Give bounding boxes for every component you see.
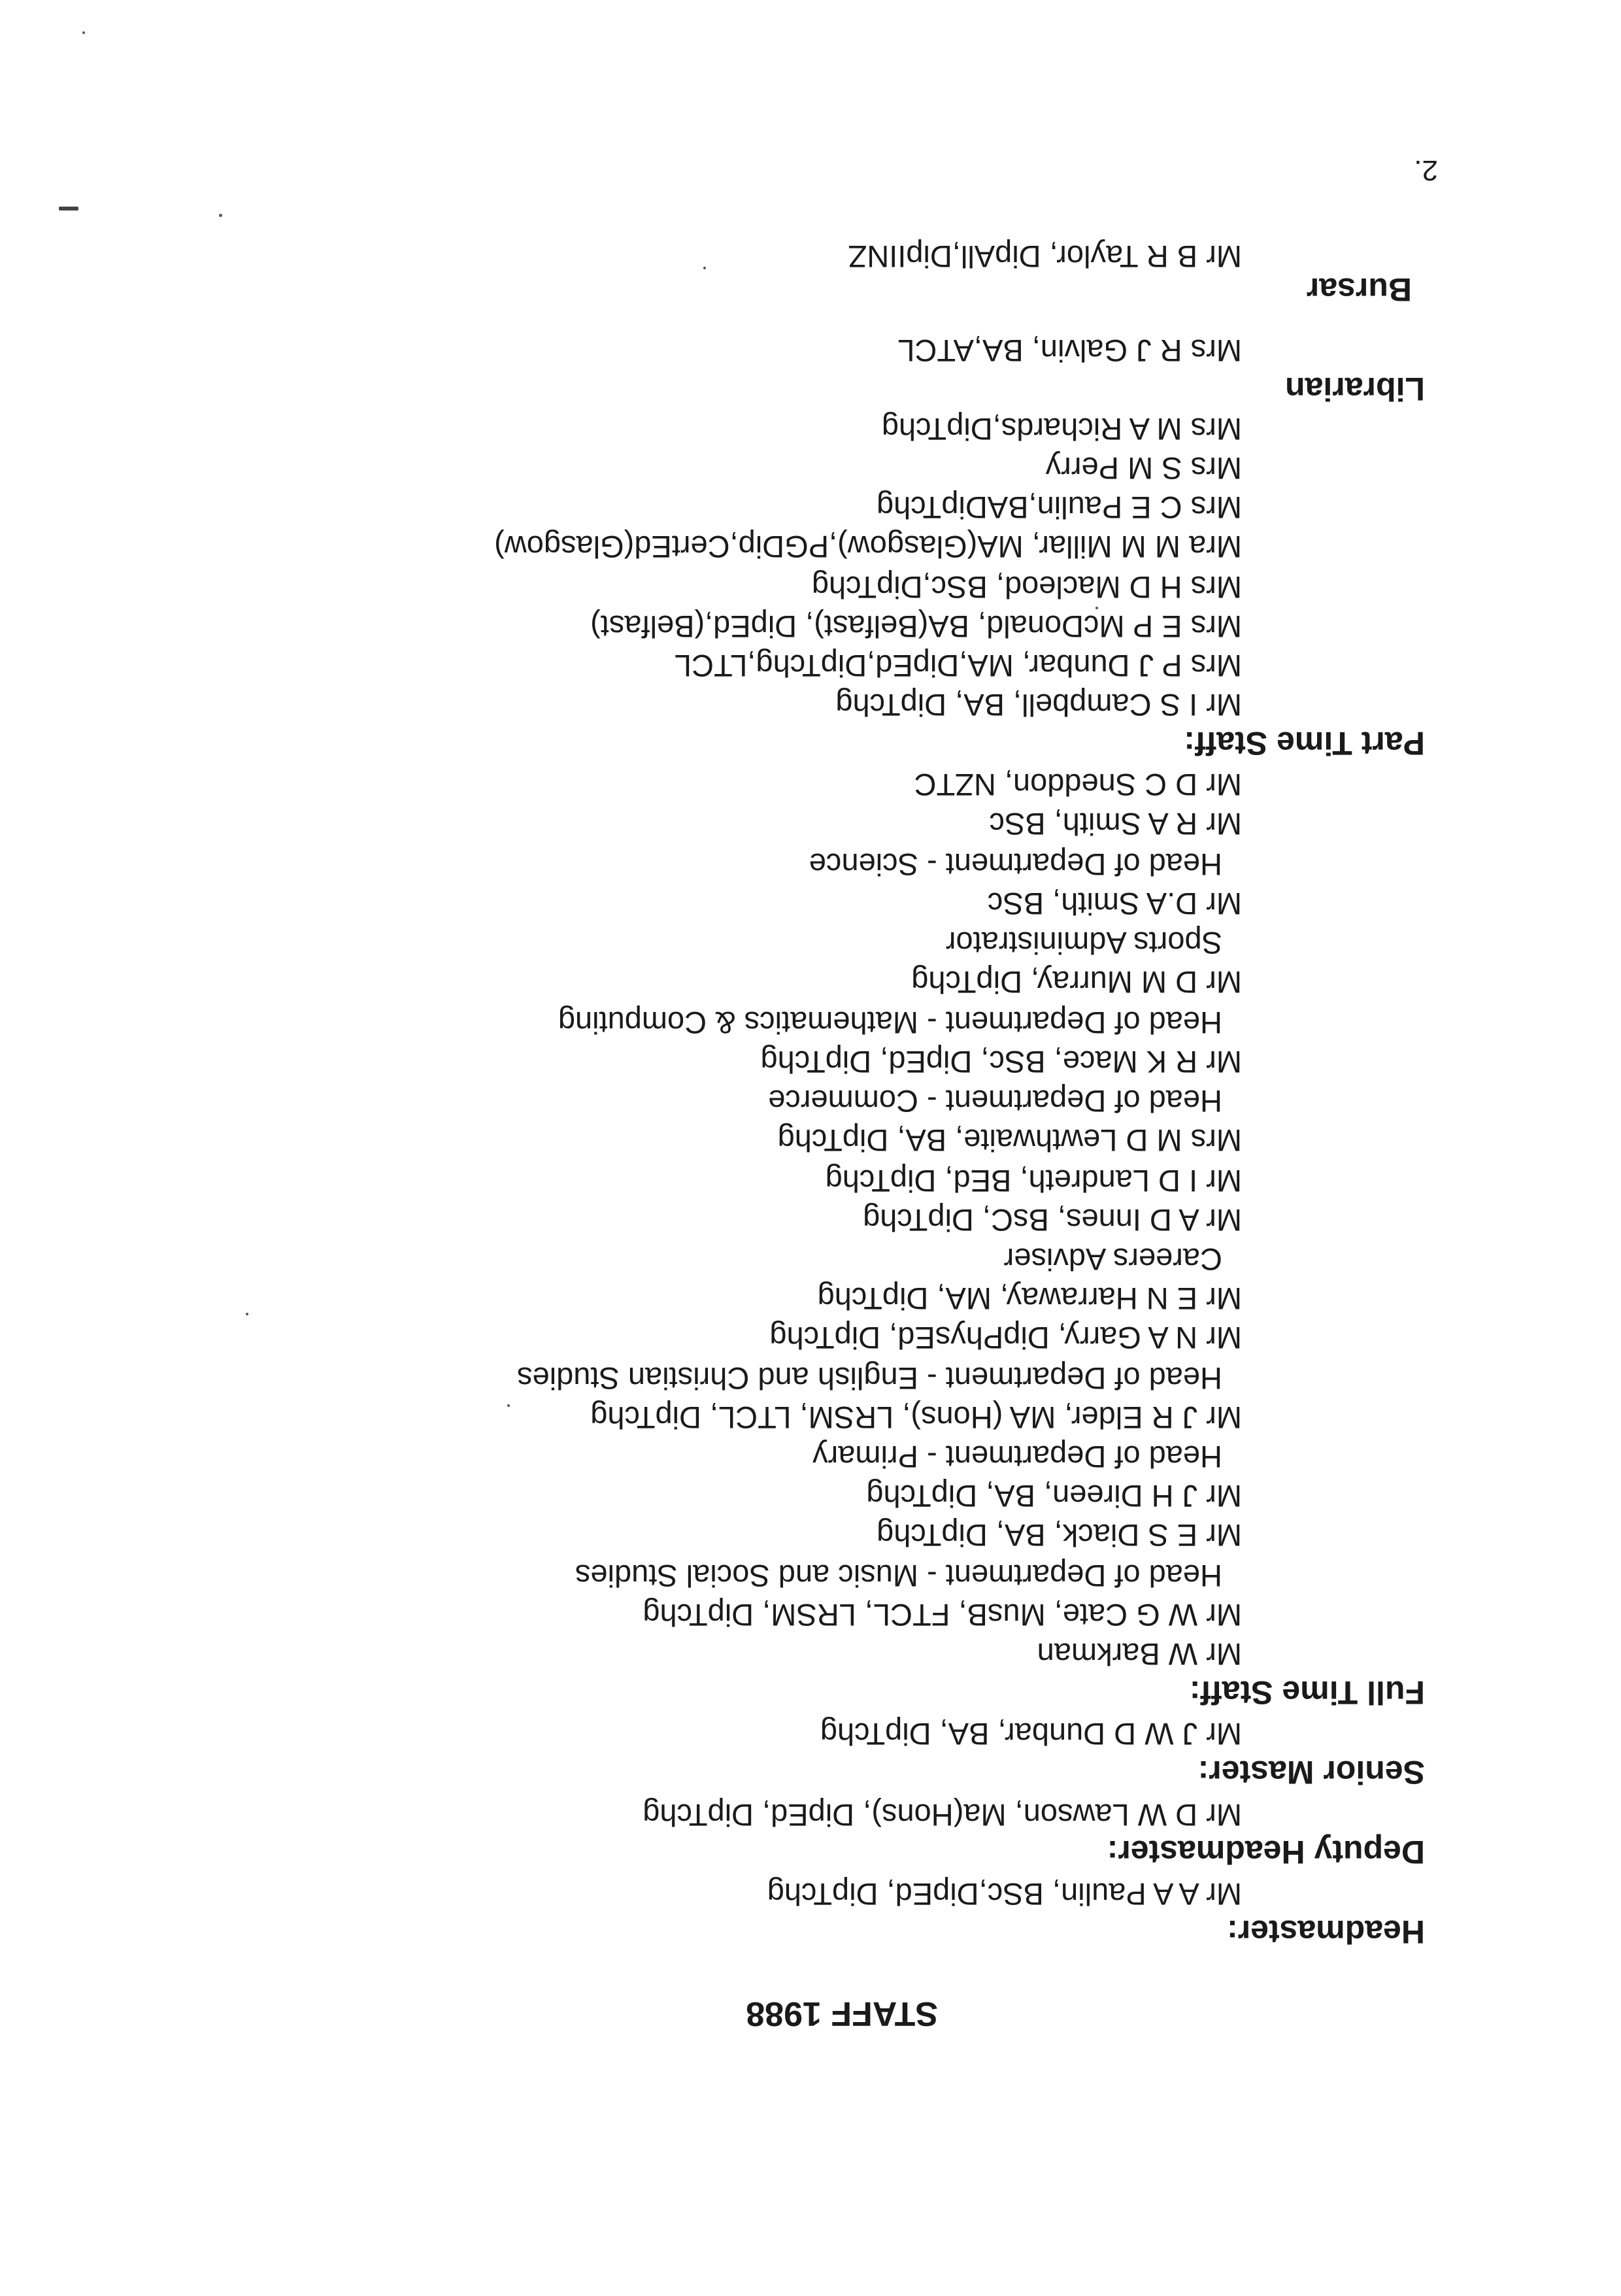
staff-line: Mr N A Garry, DipPhysEd, DipTchg <box>769 1321 1242 1355</box>
bursar-heading: Bursar <box>1306 271 1412 308</box>
staff-line: Mr R A Smith, BSc <box>989 807 1242 841</box>
staff-line: Mr I D Landreth, BEd, DipTchg <box>825 1164 1242 1198</box>
part-time-staff-heading: Part Time Staff: <box>1184 725 1425 762</box>
department-line: Careers Adviser <box>1003 1242 1222 1277</box>
bursar-name: Mr B R Taylor, DipAll,DipIINZ <box>848 239 1242 274</box>
deputy-headmaster-heading: Deputy Headmaster: <box>1107 1834 1425 1870</box>
staff-line: Mr J H Direen, BA, DipTchg <box>866 1479 1242 1513</box>
senior-master-name: Mr J W D Dunbar, BA, DipTchg <box>820 1717 1242 1751</box>
document-title: STAFF 1988 <box>746 1995 938 2033</box>
department-line: Head of Department - Mathematics & Computing <box>558 1005 1222 1040</box>
department-line: Sports Administrator <box>945 926 1222 960</box>
librarian-name: Mrs R J Galvin, BA,ATCL <box>897 333 1242 368</box>
department-line: Head of Department - Commerce <box>768 1084 1222 1119</box>
staff-line: Mrs P J Dunbar, MA,DipEd,DipTchg,LTCL <box>674 649 1242 683</box>
senior-master-heading: Senior Master: <box>1197 1754 1425 1791</box>
staff-line: Mr E S Diack, BA, DipTchg <box>877 1518 1242 1553</box>
staff-line: Mr D.A Smith, BSc <box>987 886 1242 921</box>
staff-line: Mr J R Elder, MA (Hons), LRSM, LTCL, DipTchg <box>590 1400 1242 1435</box>
staff-line: Mrs M D Lewthwaite, BA, DipTchg <box>777 1123 1242 1158</box>
deputy-headmaster-name: Mr D W Lawson, Ma(Hons), DipEd, DipTchg <box>643 1798 1242 1832</box>
librarian-heading: Librarian <box>1285 371 1425 407</box>
staff-line: Mra M M Millar, MA(Glasgow),PGDip,CertEd(Glasgow) <box>494 530 1242 564</box>
scan-speck <box>507 1404 510 1407</box>
department-line: Head of Department - Primary <box>812 1440 1222 1474</box>
staff-line: Mr D M Murray, DipTchg <box>911 965 1242 1000</box>
scan-speck <box>703 267 706 269</box>
page-number: 2. <box>1414 154 1438 186</box>
scan-speck <box>246 1313 248 1315</box>
headmaster-heading: Headmaster: <box>1227 1914 1425 1950</box>
staff-line: Mrs M A Richards,DipTchg <box>881 412 1242 447</box>
scan-speck <box>1095 607 1098 609</box>
staff-line: Mr E N Harraway, MA, DipTchg <box>817 1281 1242 1316</box>
staff-line: Mr D C Sneddon, NZTC <box>914 768 1242 802</box>
staff-line: Mr W Barkman <box>1037 1637 1242 1672</box>
department-line: Head of Department - Music and Social Studies <box>575 1559 1222 1593</box>
scan-speck <box>82 31 85 34</box>
staff-line: Mrs C E Paulin,BADipTchg <box>877 490 1242 525</box>
scan-speck <box>219 214 222 217</box>
full-time-staff-heading: Full Time Staff: <box>1189 1674 1425 1711</box>
staff-line: Mr A D Innes, BsC, DipTchg <box>863 1203 1242 1238</box>
staff-line: Mr R K Mace, BSc, DipEd, DipTchg <box>760 1045 1242 1079</box>
headmaster-name: Mr A A Paulin, BSc,DipEd, DipTchg <box>767 1877 1242 1912</box>
staff-line: Mrs H D Macleod, BSc,DipTchg <box>811 570 1242 605</box>
scan-speck <box>59 207 78 211</box>
department-line: Head of Department - Science <box>809 847 1222 882</box>
staff-line: Mrs E P McDonald, BA(Belfast), DipEd,(Belfast) <box>590 609 1242 644</box>
department-line: Head of Department - English and Christian Studies <box>517 1361 1222 1396</box>
staff-line: Mr I S Campbell, BA, DipTchg <box>835 688 1242 722</box>
staff-line: Mrs S M Perry <box>1045 451 1242 486</box>
staff-line: Mr W G Cate, MusB, FTCL, LRSM, DipTchg <box>643 1598 1242 1632</box>
